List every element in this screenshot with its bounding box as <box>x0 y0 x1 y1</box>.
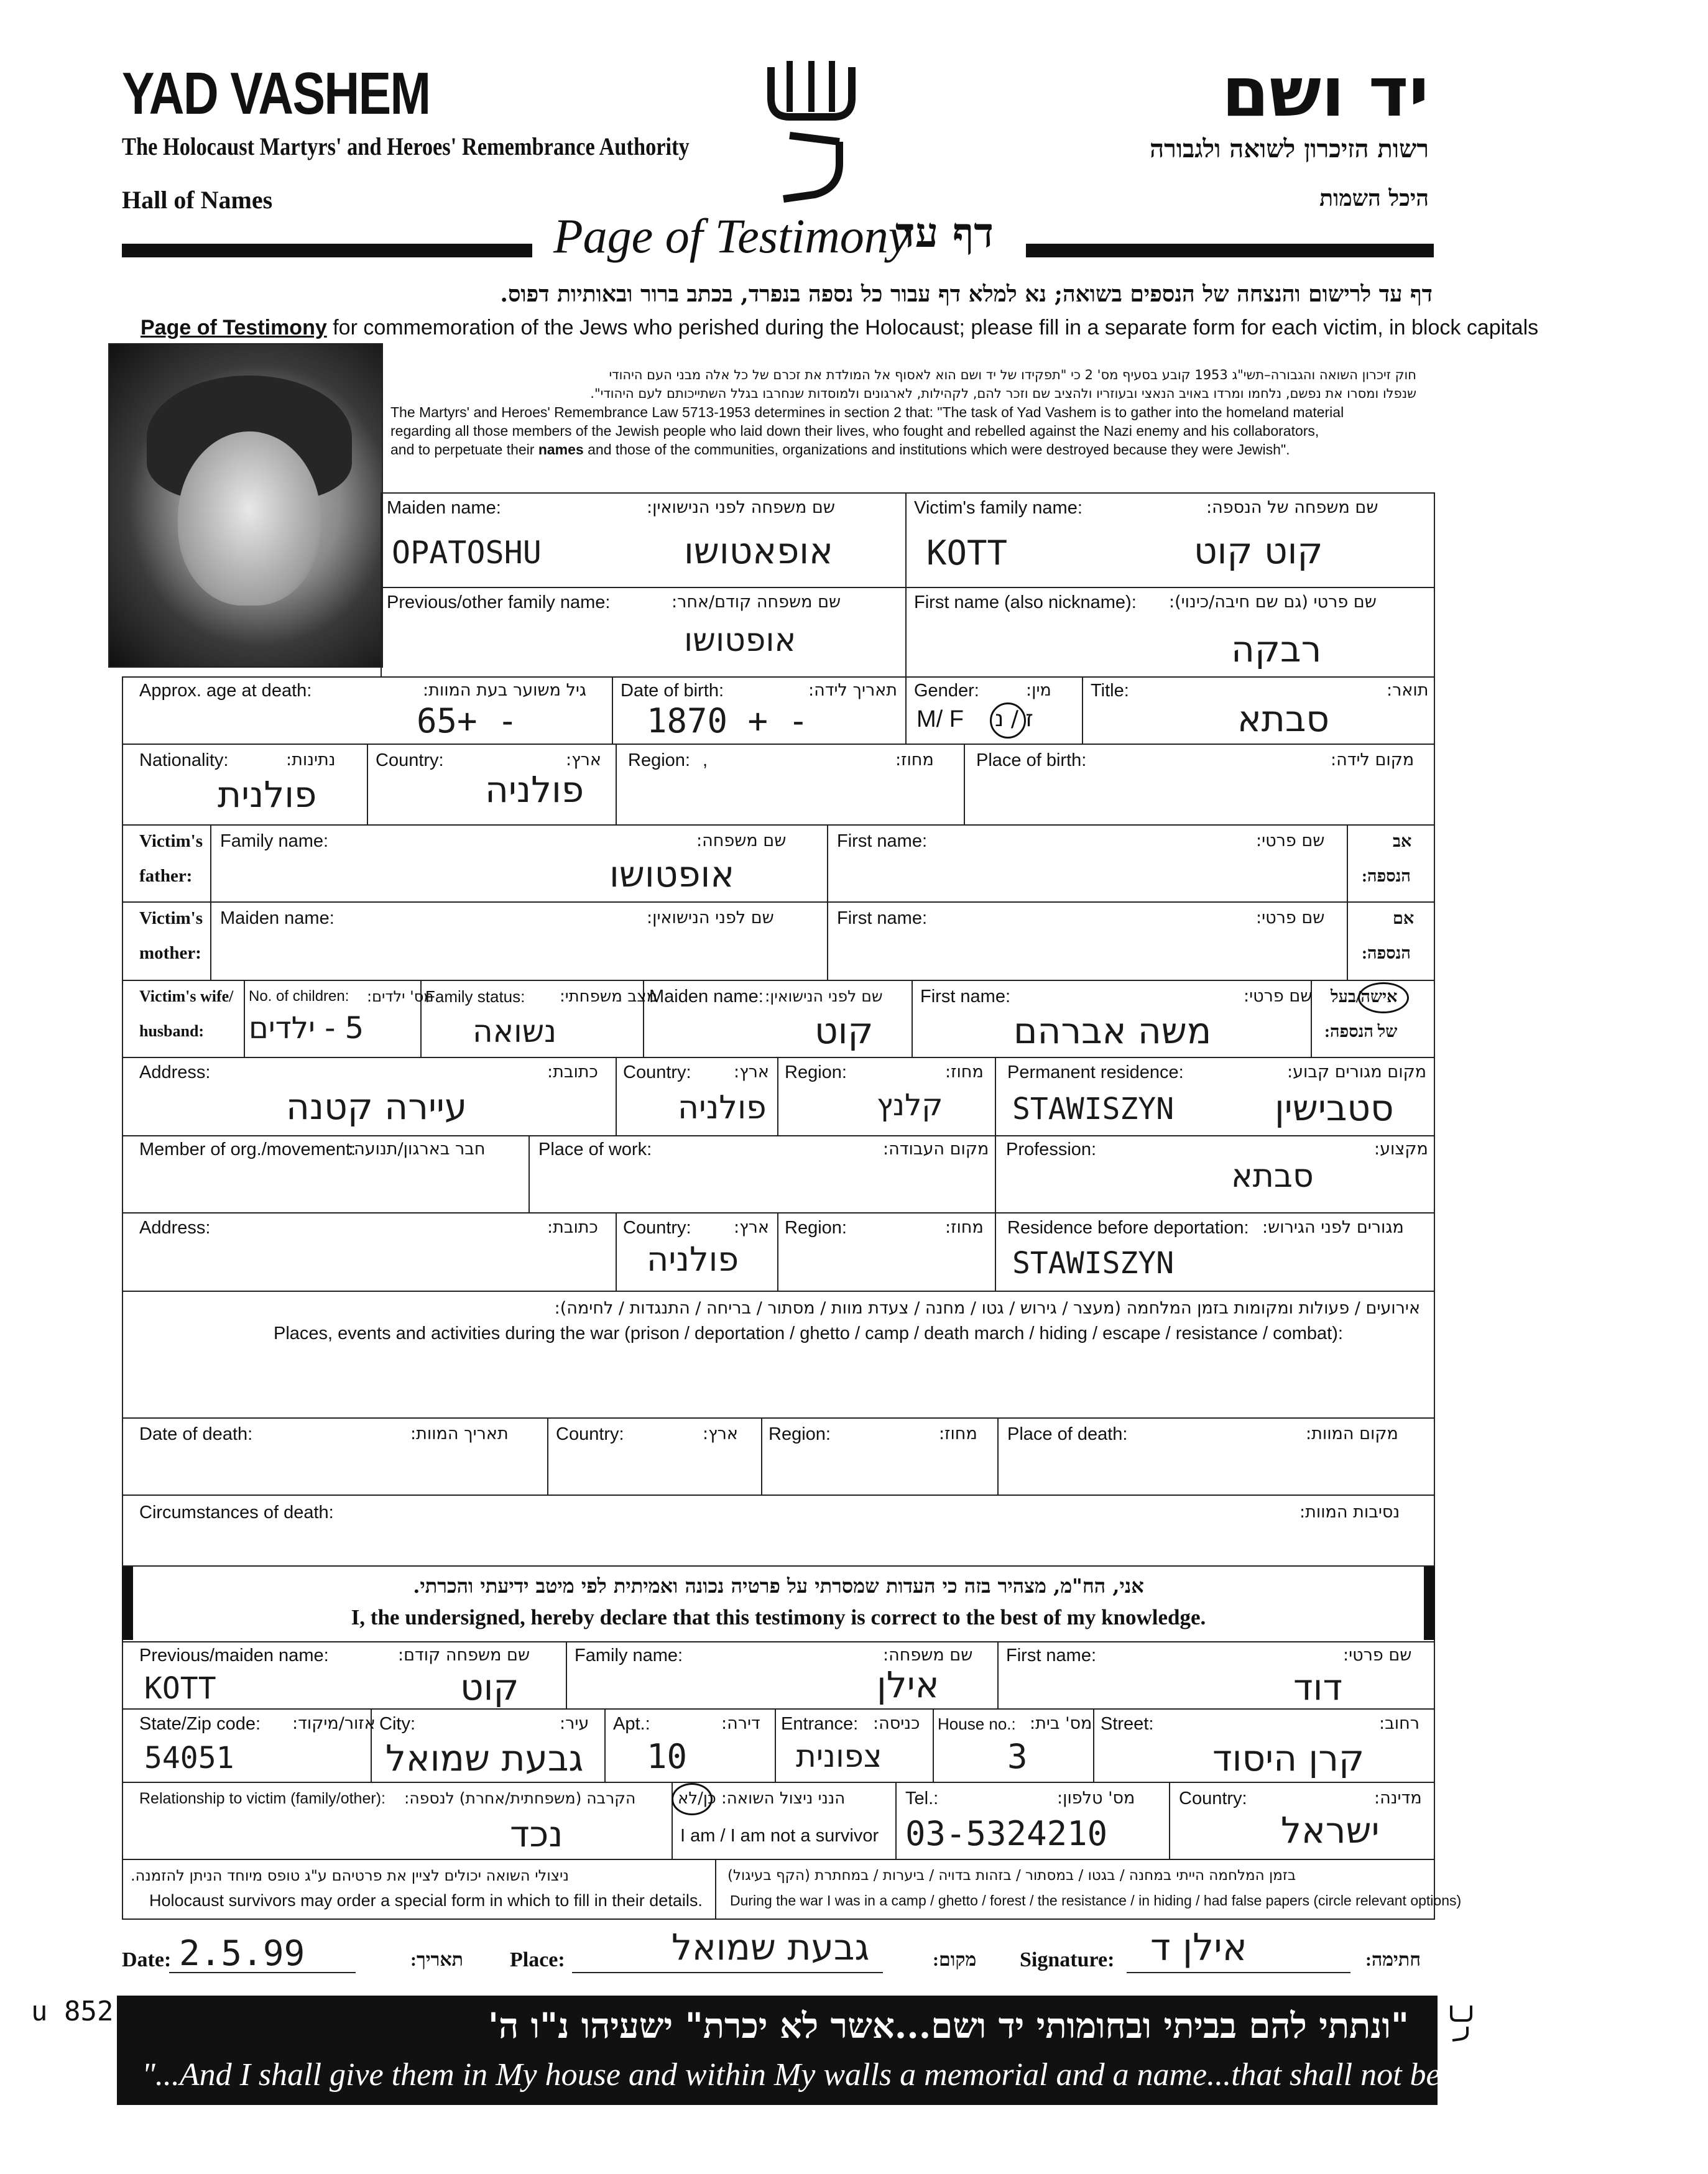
divider <box>122 1135 1435 1136</box>
place-of-work-label-he: מקום העבודה: <box>883 1140 989 1159</box>
isaiah-banner <box>117 1996 1708 2105</box>
instructions-he: דף עד לרישום והנצחה של הנספים בשואה; נא למלא דף עבור כל נספה בנפרד, בכתב ברור ובאותיות דפוס. <box>500 281 1433 307</box>
entrance-label-he: כניסה: <box>873 1714 920 1733</box>
authority-name-en: The Holocaust Martyrs' and Heroes' Remembrance Authority <box>122 132 690 160</box>
children-value[interactable]: 5 - ילדים <box>249 1011 364 1046</box>
country2-label: Country: <box>1179 1789 1247 1808</box>
spouse-label-2: husband: <box>139 1022 205 1040</box>
submitter-first-name-label-he: שם פרטי: <box>1343 1646 1412 1665</box>
father-he-label-2: הנספה: <box>1362 867 1411 885</box>
divider <box>529 1135 530 1212</box>
region-label-he: מחוז: <box>895 750 934 770</box>
first-name-nick-label: First name (also nickname): <box>914 592 1137 612</box>
age-value[interactable]: 65+ - <box>417 701 518 740</box>
date-label: Date: <box>122 1948 172 1971</box>
residence-before-label-he: מגורים לפני הגירוש: <box>1262 1218 1404 1237</box>
signature-label-he: חתימה: <box>1365 1950 1421 1970</box>
children-label-he: מס' ילדים: <box>367 988 434 1005</box>
divider <box>566 1641 567 1708</box>
country-label-he: ארץ: <box>566 750 601 770</box>
gender-options[interactable]: M/ F <box>916 706 964 732</box>
place-label-he: מקום: <box>933 1950 977 1970</box>
address2-country-label: Country: <box>623 1218 691 1238</box>
address2-label: Address: <box>139 1218 211 1238</box>
victim-photo <box>108 343 383 668</box>
divider <box>1093 1708 1094 1782</box>
submitter-prev-name-value-he[interactable]: קוט <box>460 1666 519 1708</box>
divider <box>1347 824 1348 980</box>
divider <box>122 1918 1435 1920</box>
divider <box>122 676 1435 678</box>
divider <box>210 824 211 980</box>
entrance-value[interactable]: צפונית <box>796 1738 882 1774</box>
prev-maiden-label-he: שם משפחה קודם: <box>398 1646 530 1665</box>
tel-label-he: מס' טלפון: <box>1057 1789 1135 1808</box>
residence-country-value[interactable]: פולניה <box>647 1240 739 1279</box>
death-region-label-he: מחוז: <box>939 1424 977 1444</box>
banner-en: "...And I shall give them in My house and within My walls a memorial and a name...that shall not be cut off" Isaiah. 56:5 <box>142 2057 1708 2093</box>
dob-value[interactable]: 1870 + - <box>647 701 809 740</box>
profession-label: Profession: <box>1006 1140 1097 1159</box>
yad-vashem-logo-icon <box>765 55 858 204</box>
husband-circle <box>1358 982 1409 1013</box>
age-at-death-label-he: גיל משוער בעת המוות: <box>423 681 587 700</box>
divider <box>777 1212 778 1291</box>
father-first-name-label-he: שם פרטי: <box>1256 831 1325 850</box>
mother-first-name-label: First name: <box>837 908 928 928</box>
apt-value[interactable]: 10 <box>647 1737 688 1776</box>
divider <box>827 824 828 980</box>
divider <box>612 676 613 744</box>
survivor-no-circle <box>672 1783 713 1815</box>
title-rule-left <box>122 244 532 257</box>
region-label: Region: <box>628 750 690 770</box>
zip-value[interactable]: 54051 <box>144 1741 234 1776</box>
title-value[interactable]: סבתא <box>1237 698 1330 740</box>
address-country-label-he: ארץ: <box>734 1062 769 1082</box>
city-value[interactable]: גבעת שמואל <box>385 1737 584 1779</box>
prev-family-name-label: Previous/other family name: <box>387 592 611 612</box>
family-status-label: Family status: <box>425 987 525 1006</box>
father-he-label-1: אב <box>1393 832 1412 850</box>
divider <box>616 1057 617 1135</box>
address2-region-label-he: מחוז: <box>945 1218 984 1237</box>
divider <box>775 1708 776 1782</box>
zip-label-he: אזור/מיקוד: <box>292 1714 376 1733</box>
divider <box>616 1212 617 1291</box>
mother-maiden-name-label-he: שם לפני הנישואין: <box>647 908 774 928</box>
divider <box>122 1417 1435 1419</box>
relationship-label-he: הקרבה (משפחתית/אחרת) לנספה: <box>404 1789 636 1807</box>
permanent-residence-value-he[interactable]: סטבישין <box>1275 1087 1394 1129</box>
maiden-name-label: Maiden name: <box>387 498 501 518</box>
children-label: No. of children: <box>249 988 349 1005</box>
region-value[interactable]: , <box>703 750 708 770</box>
page-of-testimony-title: Page of Testimony <box>553 209 910 263</box>
address-country-label: Country: <box>623 1062 691 1082</box>
street-label-he: רחוב: <box>1379 1714 1419 1733</box>
house-no-label-he: מס' בית: <box>1030 1714 1092 1733</box>
submitter-family-name-label-he: שם משפחה: <box>883 1646 973 1665</box>
spouse-first-name-label-he: שם פרטי: <box>1244 987 1313 1006</box>
divider <box>895 1782 897 1859</box>
declaration-bar <box>122 1565 1435 1640</box>
mother-first-name-label-he: שם פרטי: <box>1256 908 1325 928</box>
divider <box>122 1708 1435 1710</box>
date-of-death-label: Date of death: <box>139 1424 253 1444</box>
place-label: Place: <box>510 1948 565 1971</box>
divider <box>995 1135 996 1212</box>
family-status-label-he: מצב משפחתי: <box>560 987 658 1006</box>
divider <box>995 1212 996 1291</box>
house-no-label: House no.: <box>938 1715 1016 1733</box>
declaration-he: אני, הח"מ, מצהיר בזה כי העדות שמסרתי על פרטיה נכונה ואמיתית לפי מיטב ידיעתי והכרתי. <box>413 1574 1144 1598</box>
relationship-value[interactable]: נכד <box>510 1813 563 1855</box>
spouse-label-1: Victim's wife/ <box>139 987 234 1005</box>
law-en-line1: The Martyrs' and Heroes' Remembrance Law 5713-1953 determines in section 2 that: "The task of Yad Vashem is to gather into the homeland material <box>390 404 1344 420</box>
nationality-label: Nationality: <box>139 750 229 770</box>
country-label: Country: <box>376 750 444 770</box>
death-country-label: Country: <box>556 1424 624 1444</box>
small-logo-icon <box>1449 2002 1474 2042</box>
profession-value[interactable]: סבתא <box>1231 1158 1314 1195</box>
gender-options-he[interactable]: ז / נ <box>995 706 1033 732</box>
spouse-first-value[interactable]: משה אברהם <box>1013 1010 1212 1052</box>
gender-female-circle <box>990 702 1026 739</box>
permanent-residence-label-he: מקום מגורים קבוע: <box>1287 1062 1427 1082</box>
house-no-value[interactable]: 3 <box>1007 1737 1028 1776</box>
spouse-maiden-label: Maiden name: <box>649 987 764 1006</box>
profession-label-he: מקצוע: <box>1374 1140 1428 1159</box>
hall-of-names-en: Hall of Names <box>122 186 273 214</box>
prev-family-name-value[interactable]: אופטושו <box>684 622 796 659</box>
margin-note: u 852 <box>31 1996 114 2027</box>
place-of-death-label-he: מקום המוות: <box>1306 1424 1398 1444</box>
address2-label-he: כתובת: <box>547 1218 598 1237</box>
maiden-name-label-he: שם משפחה לפני הנישואין: <box>647 498 835 517</box>
submitter-family-name-label: Family name: <box>575 1646 683 1665</box>
spouse-he-label-1: אישה/בעל <box>1331 987 1398 1006</box>
country2-label-he: מדינה: <box>1374 1789 1422 1808</box>
address-label-he: כתובת: <box>547 1062 598 1082</box>
submitter-prev-name-value[interactable]: KOTT <box>144 1671 216 1706</box>
divider <box>604 1708 606 1782</box>
relationship-label: Relationship to victim (family/other): <box>139 1790 385 1807</box>
city-label: City: <box>379 1714 415 1734</box>
events-label: Places, events and activities during the war (prison / deportation / ghetto / camp / death march / hiding / escape / resistance / combat): <box>274 1324 1343 1343</box>
address-region-label: Region: <box>785 1062 847 1082</box>
divider <box>122 744 1435 745</box>
maiden-name-value[interactable]: OPATOSHU <box>392 535 542 571</box>
place-of-birth-label: Place of birth: <box>976 750 1087 770</box>
divider <box>964 744 965 824</box>
law-paragraph <box>390 366 1416 459</box>
divider <box>1169 1782 1170 1859</box>
victim-family-name-label-he: שם משפחה של הנספה: <box>1206 498 1378 517</box>
spouse-first-name-label: First name: <box>920 987 1011 1006</box>
address-country-value[interactable]: פולניה <box>678 1089 767 1126</box>
death-country-label-he: ארץ: <box>703 1424 738 1444</box>
war-note-he: בזמן המלחמה הייתי במחנה / בגטו / במסתור / בזהות בדויה / ביערות / במחתרת (הקף בעיגול) <box>727 1868 1296 1884</box>
first-name-nick-label-he: שם פרטי (גם שם חיבה/כינוי): <box>1169 592 1377 612</box>
survivor-label[interactable]: I am / I am not a survivor <box>680 1826 879 1846</box>
hall-of-names-he: היכל השמות <box>1319 185 1429 211</box>
date-value[interactable]: 2.5.99 <box>179 1933 305 1974</box>
residence-before-value[interactable]: STAWISZYN <box>1012 1246 1175 1281</box>
father-first-name-label: First name: <box>837 831 928 851</box>
gender-label-he: מין: <box>1026 681 1051 700</box>
divider <box>381 587 1435 588</box>
divider <box>905 676 907 744</box>
divider <box>122 1291 1435 1292</box>
victims-mother-label-1: Victim's <box>139 908 203 928</box>
death-region-label: Region: <box>769 1424 831 1444</box>
residence-before-label: Residence before deportation: <box>1007 1218 1249 1238</box>
age-at-death-label: Approx. age at death: <box>139 681 312 701</box>
spouse-he-label-2: של הנספה: <box>1324 1022 1398 1041</box>
victims-father-label-1: Victim's <box>139 831 203 851</box>
father-family-name-value[interactable]: אופטושו <box>609 853 735 895</box>
tel-value[interactable]: 03-5324210 <box>905 1814 1108 1853</box>
banner-he: "ונתתי להם בביתי ובחומותי יד ושם...אשר לא יכרת" ישעיהו נ"ו ה' <box>487 2006 1409 2047</box>
dob-label: Date of birth: <box>621 681 724 701</box>
instructions-en-rest: for commemoration of the Jews who perished during the Holocaust; please fill in a separate form for each victim, in block capitals <box>326 316 1539 339</box>
member-org-label: Member of org./movement: <box>139 1140 356 1159</box>
first-name-value[interactable]: רבקה <box>1231 628 1322 670</box>
declaration-en: I, the undersigned, hereby declare that this testimony is correct to the best of my knowledge. <box>351 1605 1206 1629</box>
date-of-death-label-he: תאריך המוות: <box>410 1424 509 1444</box>
zip-label: State/Zip code: <box>139 1714 261 1734</box>
divider <box>912 980 913 1057</box>
mother-he-label-1: אם <box>1393 909 1415 928</box>
victim-family-name-value[interactable]: KOTT <box>926 533 1008 573</box>
divider <box>761 1417 762 1495</box>
survivors-note: Holocaust survivors may order a special form in which to fill in their details. <box>149 1891 703 1910</box>
survivors-note-he: ניצולי השואה יכולים לציין את פרטיהם ע"ג טופס מיוחד הניתן להזמנה. <box>131 1867 569 1884</box>
father-family-name-label-he: שם משפחה: <box>696 831 787 850</box>
victims-father-label-2: father: <box>139 866 193 886</box>
photo-face <box>178 431 321 606</box>
events-label-he: אירועים / פעולות ומקומות בזמן המלחמה (מעצר / גירוש / גטו / מחנה / צעדת מוות / מסתור / בריחה / התנגדות / לחימה): <box>554 1299 1420 1318</box>
victims-mother-label-2: mother: <box>139 943 201 963</box>
spouse-maiden-value[interactable]: קוט <box>815 1010 874 1052</box>
law-he-line2: שנפלו ומסרו את נפשם, נלחמו ומרדו באויב הנאצי ובעוזריו ולהציב שם וזכר להם, לקהילות, לארגונים ולמוסדות שנחרבו בגלל השתייכותם לעם היהודי". <box>590 386 1416 401</box>
title-rule-right <box>1026 244 1434 257</box>
divider <box>1082 676 1083 744</box>
divider <box>122 1495 1435 1496</box>
divider <box>122 980 1435 981</box>
page-of-testimony-title-he: דף עד <box>895 208 994 257</box>
signature-value[interactable]: אילן ד <box>1150 1926 1247 1969</box>
title-label-he: תואר: <box>1387 681 1429 700</box>
divider <box>122 1212 1435 1214</box>
city-label-he: עיר: <box>560 1714 589 1733</box>
submitter-first-name-label: First name: <box>1006 1646 1097 1665</box>
divider <box>933 1708 934 1782</box>
father-family-name-label: Family name: <box>220 831 329 851</box>
country-value[interactable]: פולניה <box>485 768 584 811</box>
gender-label: Gender: <box>914 681 979 701</box>
address2-country-label-he: ארץ: <box>734 1218 769 1237</box>
maiden-name-value-he[interactable]: אופאטושו <box>684 530 833 572</box>
divider <box>616 744 617 824</box>
place-of-death-label: Place of death: <box>1007 1424 1128 1444</box>
apt-label: Apt.: <box>613 1714 650 1734</box>
survivor-label-he: הנני ניצול השואה: כן/לא <box>678 1789 846 1808</box>
circumstances-label: Circumstances of death: <box>139 1503 334 1522</box>
date-label-he: תאריך: <box>410 1950 463 1970</box>
divider <box>122 1057 1435 1058</box>
org-title-he: יד ושם <box>1221 52 1429 132</box>
address-label: Address: <box>139 1062 211 1082</box>
family-status-value[interactable]: נשואה <box>473 1013 557 1049</box>
nationality-value[interactable]: פולנית <box>218 773 317 816</box>
dob-label-he: תאריך לידה: <box>808 681 898 700</box>
divider <box>244 980 245 1057</box>
divider <box>122 1641 1435 1642</box>
divider <box>122 901 1435 903</box>
law-en-line2: regarding all those members of the Jewish people who laid down their lives, who fought and rebelled against the Nazi enemy and his collaborators, <box>390 423 1319 439</box>
victim-family-name-label: Victim's family name: <box>914 498 1083 518</box>
submitter-family-name-value[interactable]: אילן <box>877 1664 939 1706</box>
signature-label: Signature: <box>1020 1948 1115 1971</box>
org-title-en: YAD VASHEM <box>122 60 430 127</box>
address-region-value[interactable]: קלנץ <box>877 1088 943 1123</box>
victim-family-name-value-he[interactable]: קוט קוט <box>1194 530 1323 572</box>
divider <box>995 1057 996 1135</box>
circumstances-label-he: נסיבות המוות: <box>1299 1503 1400 1522</box>
divider <box>122 824 1435 826</box>
divider <box>777 1057 778 1135</box>
address-region-label-he: מחוז: <box>945 1062 984 1082</box>
country2-value[interactable]: ישראל <box>1281 1809 1380 1851</box>
permanent-residence-label: Permanent residence: <box>1007 1062 1184 1082</box>
divider <box>905 492 907 676</box>
mother-he-label-2: הנספה: <box>1362 944 1411 962</box>
authority-name-he: רשות הזיכרון לשואה ולגבורה <box>1150 134 1429 164</box>
prev-family-name-label-he: שם משפחה קודם/אחר: <box>672 592 841 612</box>
instructions-en-bold: Page of Testimony <box>141 316 327 339</box>
law-he-line1: חוק זיכרון השואה והגבורה–תשי"ג 1953 קובע בסעיף מס' 2 כי "תפקידו של יד ושם הוא לאסוף אל המולדת את זכרם של כל אלה מבני העם היהודי <box>609 367 1416 382</box>
submitter-first-name-value[interactable]: דוד <box>1293 1666 1343 1708</box>
title-label: Title: <box>1091 681 1129 701</box>
nationality-label-he: נתינות: <box>286 750 336 770</box>
address-value[interactable]: עיירה קטנה <box>286 1085 468 1128</box>
tel-label: Tel.: <box>905 1789 939 1808</box>
instructions-en <box>141 316 1538 340</box>
address2-region-label: Region: <box>785 1218 847 1238</box>
divider <box>997 1641 999 1708</box>
divider <box>122 1859 1435 1860</box>
apt-label-he: דירה: <box>721 1714 760 1733</box>
entrance-label: Entrance: <box>781 1714 859 1734</box>
place-of-birth-label-he: מקום לידה: <box>1331 750 1415 770</box>
spouse-maiden-label-he: שם לפני הנישואין: <box>765 987 883 1005</box>
place-value[interactable]: גבעת שמואל <box>672 1926 870 1968</box>
permanent-residence-value[interactable]: STAWISZYN <box>1012 1092 1175 1126</box>
signature-line <box>1127 1972 1350 1973</box>
street-label: Street: <box>1101 1714 1154 1734</box>
law-en-line3: and to perpetuate their names and those of the communities, organizations and institutions which were destroyed because they were Jewish". <box>390 441 1290 458</box>
divider <box>715 1859 716 1918</box>
war-note: During the war I was in a camp / ghetto / forest / the resistance / in hiding / had false papers (circle relevant options) <box>730 1892 1462 1909</box>
divider <box>367 744 368 824</box>
member-org-label-he: חבר בארגון/תנועה: <box>348 1140 486 1159</box>
divider <box>997 1417 999 1495</box>
place-line <box>572 1972 883 1973</box>
divider <box>547 1417 548 1495</box>
prev-maiden-label: Previous/maiden name: <box>139 1646 329 1665</box>
mother-maiden-name-label: Maiden name: <box>220 908 335 928</box>
place-of-work-label: Place of work: <box>538 1140 652 1159</box>
street-value[interactable]: קרן היסוד <box>1212 1737 1365 1779</box>
divider <box>122 1782 1435 1783</box>
